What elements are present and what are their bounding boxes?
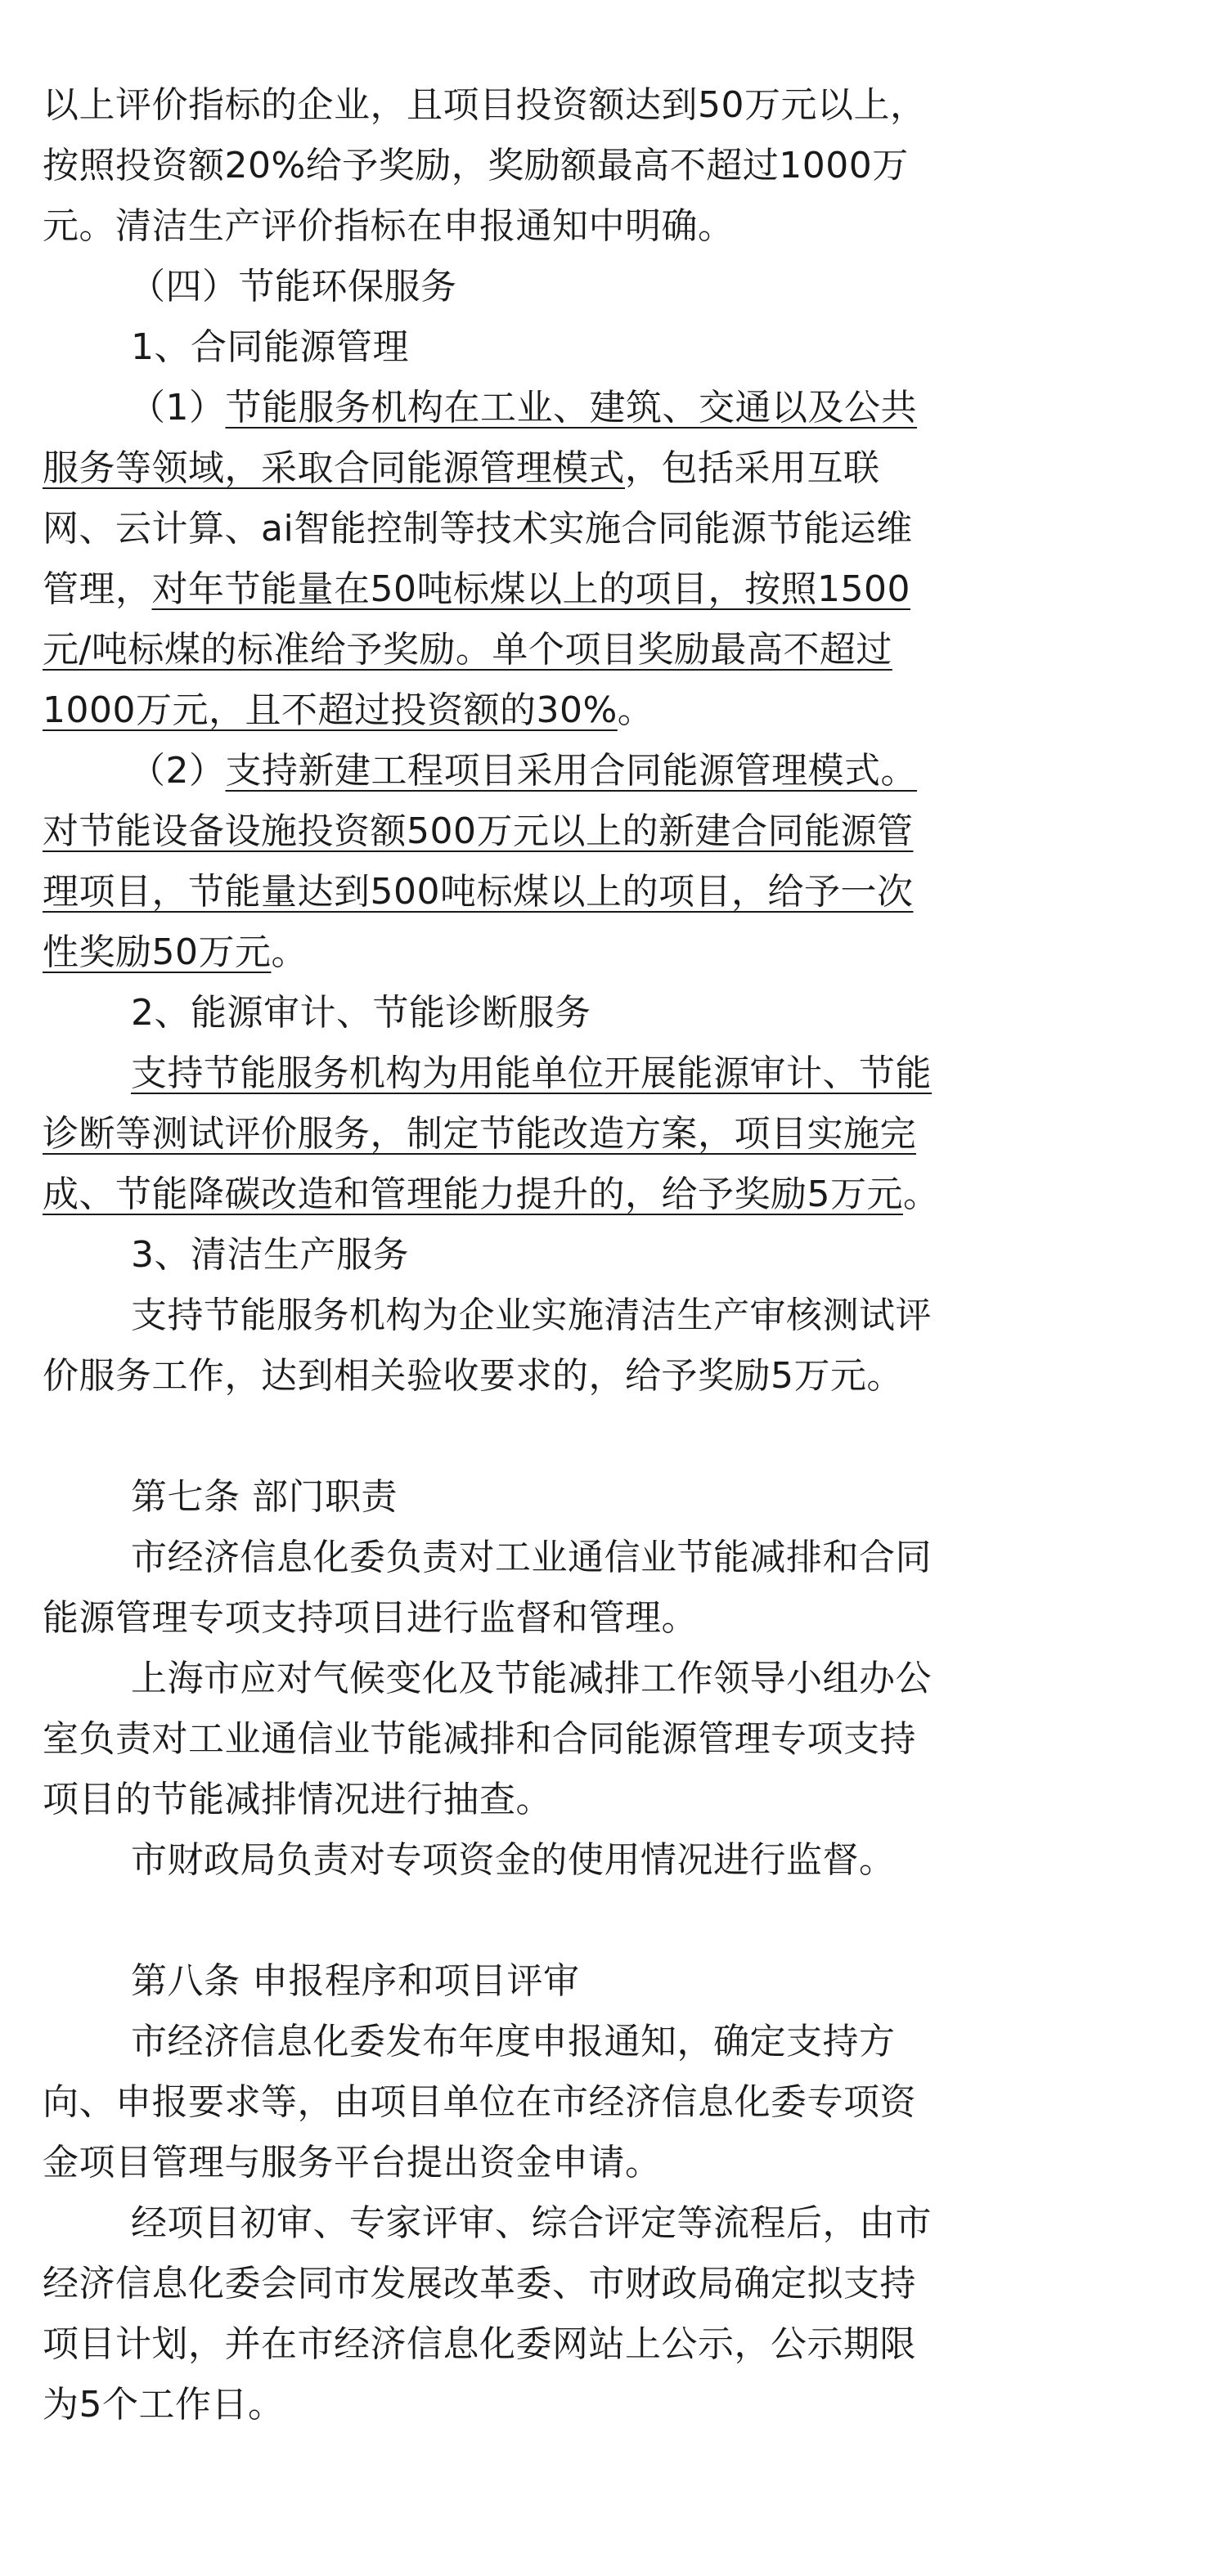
paragraph-line [43,1165,1024,1225]
paragraph-line: 支持节能服务机构为企业实施清洁生产审核测试评 [131,1295,932,1336]
paragraph-line: 金项目管理与服务平台提出资金申请。 [43,2142,662,2183]
paragraph-line [43,680,1024,741]
article-8-title: 第八条 申报程序和项目评审 [131,1960,580,2002]
paragraph-line [43,922,1024,983]
plain-text: 管理， [43,568,152,610]
paragraph-line [43,378,1024,438]
paragraph-line: 网、云计算、ai智能控制等技术实施合同能源节能运维 [43,508,913,550]
underlined-text: 成、节能降碳改造和管理能力提升的，给予奖励5万元 [43,1174,903,1215]
paragraph-line: 项目计划，并在市经济信息化委网站上公示，公示期限 [43,2323,916,2365]
paragraph-line: 市经济信息化委负责对工业通信业节能减排和合同 [131,1537,932,1578]
underlined-text: 节能服务机构在工业、建筑、交通以及公共 [225,387,917,429]
plain-text: 。 [617,689,654,731]
article-7-title: 第七条 部门职责 [131,1476,398,1518]
underlined-text: 对节能设备设施投资额500万元以上的新建合同能源管 [43,810,914,852]
paragraph-line: 按照投资额20%给予奖励，奖励额最高不超过1000万 [43,145,909,186]
paragraph-line: 室负责对工业通信业节能减排和合同能源管理专项支持 [43,1718,916,1760]
underlined-text: 性奖励50万元 [43,931,272,973]
paragraph-line [43,438,1024,499]
paragraph-line: 以上评价指标的企业，且项目投资额达到50万元以上， [43,84,927,126]
plain-text: 。 [271,931,308,973]
paragraph-line [43,862,1024,922]
paragraph-line [43,741,1024,801]
paragraph-line: 项目的节能减排情况进行抽查。 [43,1779,552,1820]
underlined-text: 对年节能量在50吨标煤以上的项目，按照1500 [151,568,910,610]
subsection-heading-clean-production: 3、清洁生产服务 [131,1234,409,1276]
paragraph-line: 元。清洁生产评价指标在申报通知中明确。 [43,205,735,247]
subsection-heading-emc: 1、合同能源管理 [131,326,409,368]
section-heading-energy-services: （四）节能环保服务 [129,266,457,307]
underlined-text: 1000万元，且不超过投资额的30% [43,689,618,731]
underlined-text: 理项目，节能量达到500吨标煤以上的项目，给予一次 [43,871,914,913]
paragraph-line: 市财政局负责对专项资金的使用情况进行监督。 [131,1839,896,1881]
spacer [43,1891,1024,1951]
item-number: （1） [129,387,226,429]
underlined-text: 诊断等测试评价服务，制定节能改造方案，项目实施完 [43,1113,916,1155]
underlined-text: 支持新建工程项目采用合同能源管理模式。 [225,750,917,792]
underlined-text: 服务等领域，采取合同能源管理模式 [43,447,625,489]
paragraph-line: 市经济信息化委发布年度申报通知，确定支持方 [131,2021,896,2062]
paragraph-line [43,1043,1024,1104]
paragraph-line: 向、申报要求等，由项目单位在市经济信息化委专项资 [43,2081,916,2123]
paragraph-line: 经项目初审、专家评审、综合评定等流程后，由市 [131,2202,932,2244]
document-body [43,75,1024,2435]
paragraph-line: 上海市应对气候变化及节能减排工作领导小组办公 [131,1658,932,1699]
paragraph-line: 价服务工作，达到相关验收要求的，给予奖励5万元。 [43,1355,903,1397]
paragraph-line: 能源管理专项支持项目进行监督和管理。 [43,1597,698,1639]
underlined-text: 支持节能服务机构为用能单位开展能源审计、节能 [131,1052,932,1094]
subsection-heading-energy-audit: 2、能源审计、节能诊断服务 [131,992,591,1034]
paragraph-line [43,620,1024,680]
spacer [43,1407,1024,1467]
plain-text: 。 [903,1174,940,1215]
underlined-text: 元/吨标煤的标准给予奖励。单个项目奖励最高不超过 [43,629,892,671]
plain-text: ，包括采用互联 [625,447,880,489]
paragraph-line [43,559,1024,620]
paragraph-line: 为5个工作日。 [43,2384,285,2426]
paragraph-line [43,801,1024,862]
paragraph-line: 经济信息化委会同市发展改革委、市财政局确定拟支持 [43,2263,916,2304]
paragraph-line [43,1104,1024,1165]
item-number: （2） [129,750,226,792]
